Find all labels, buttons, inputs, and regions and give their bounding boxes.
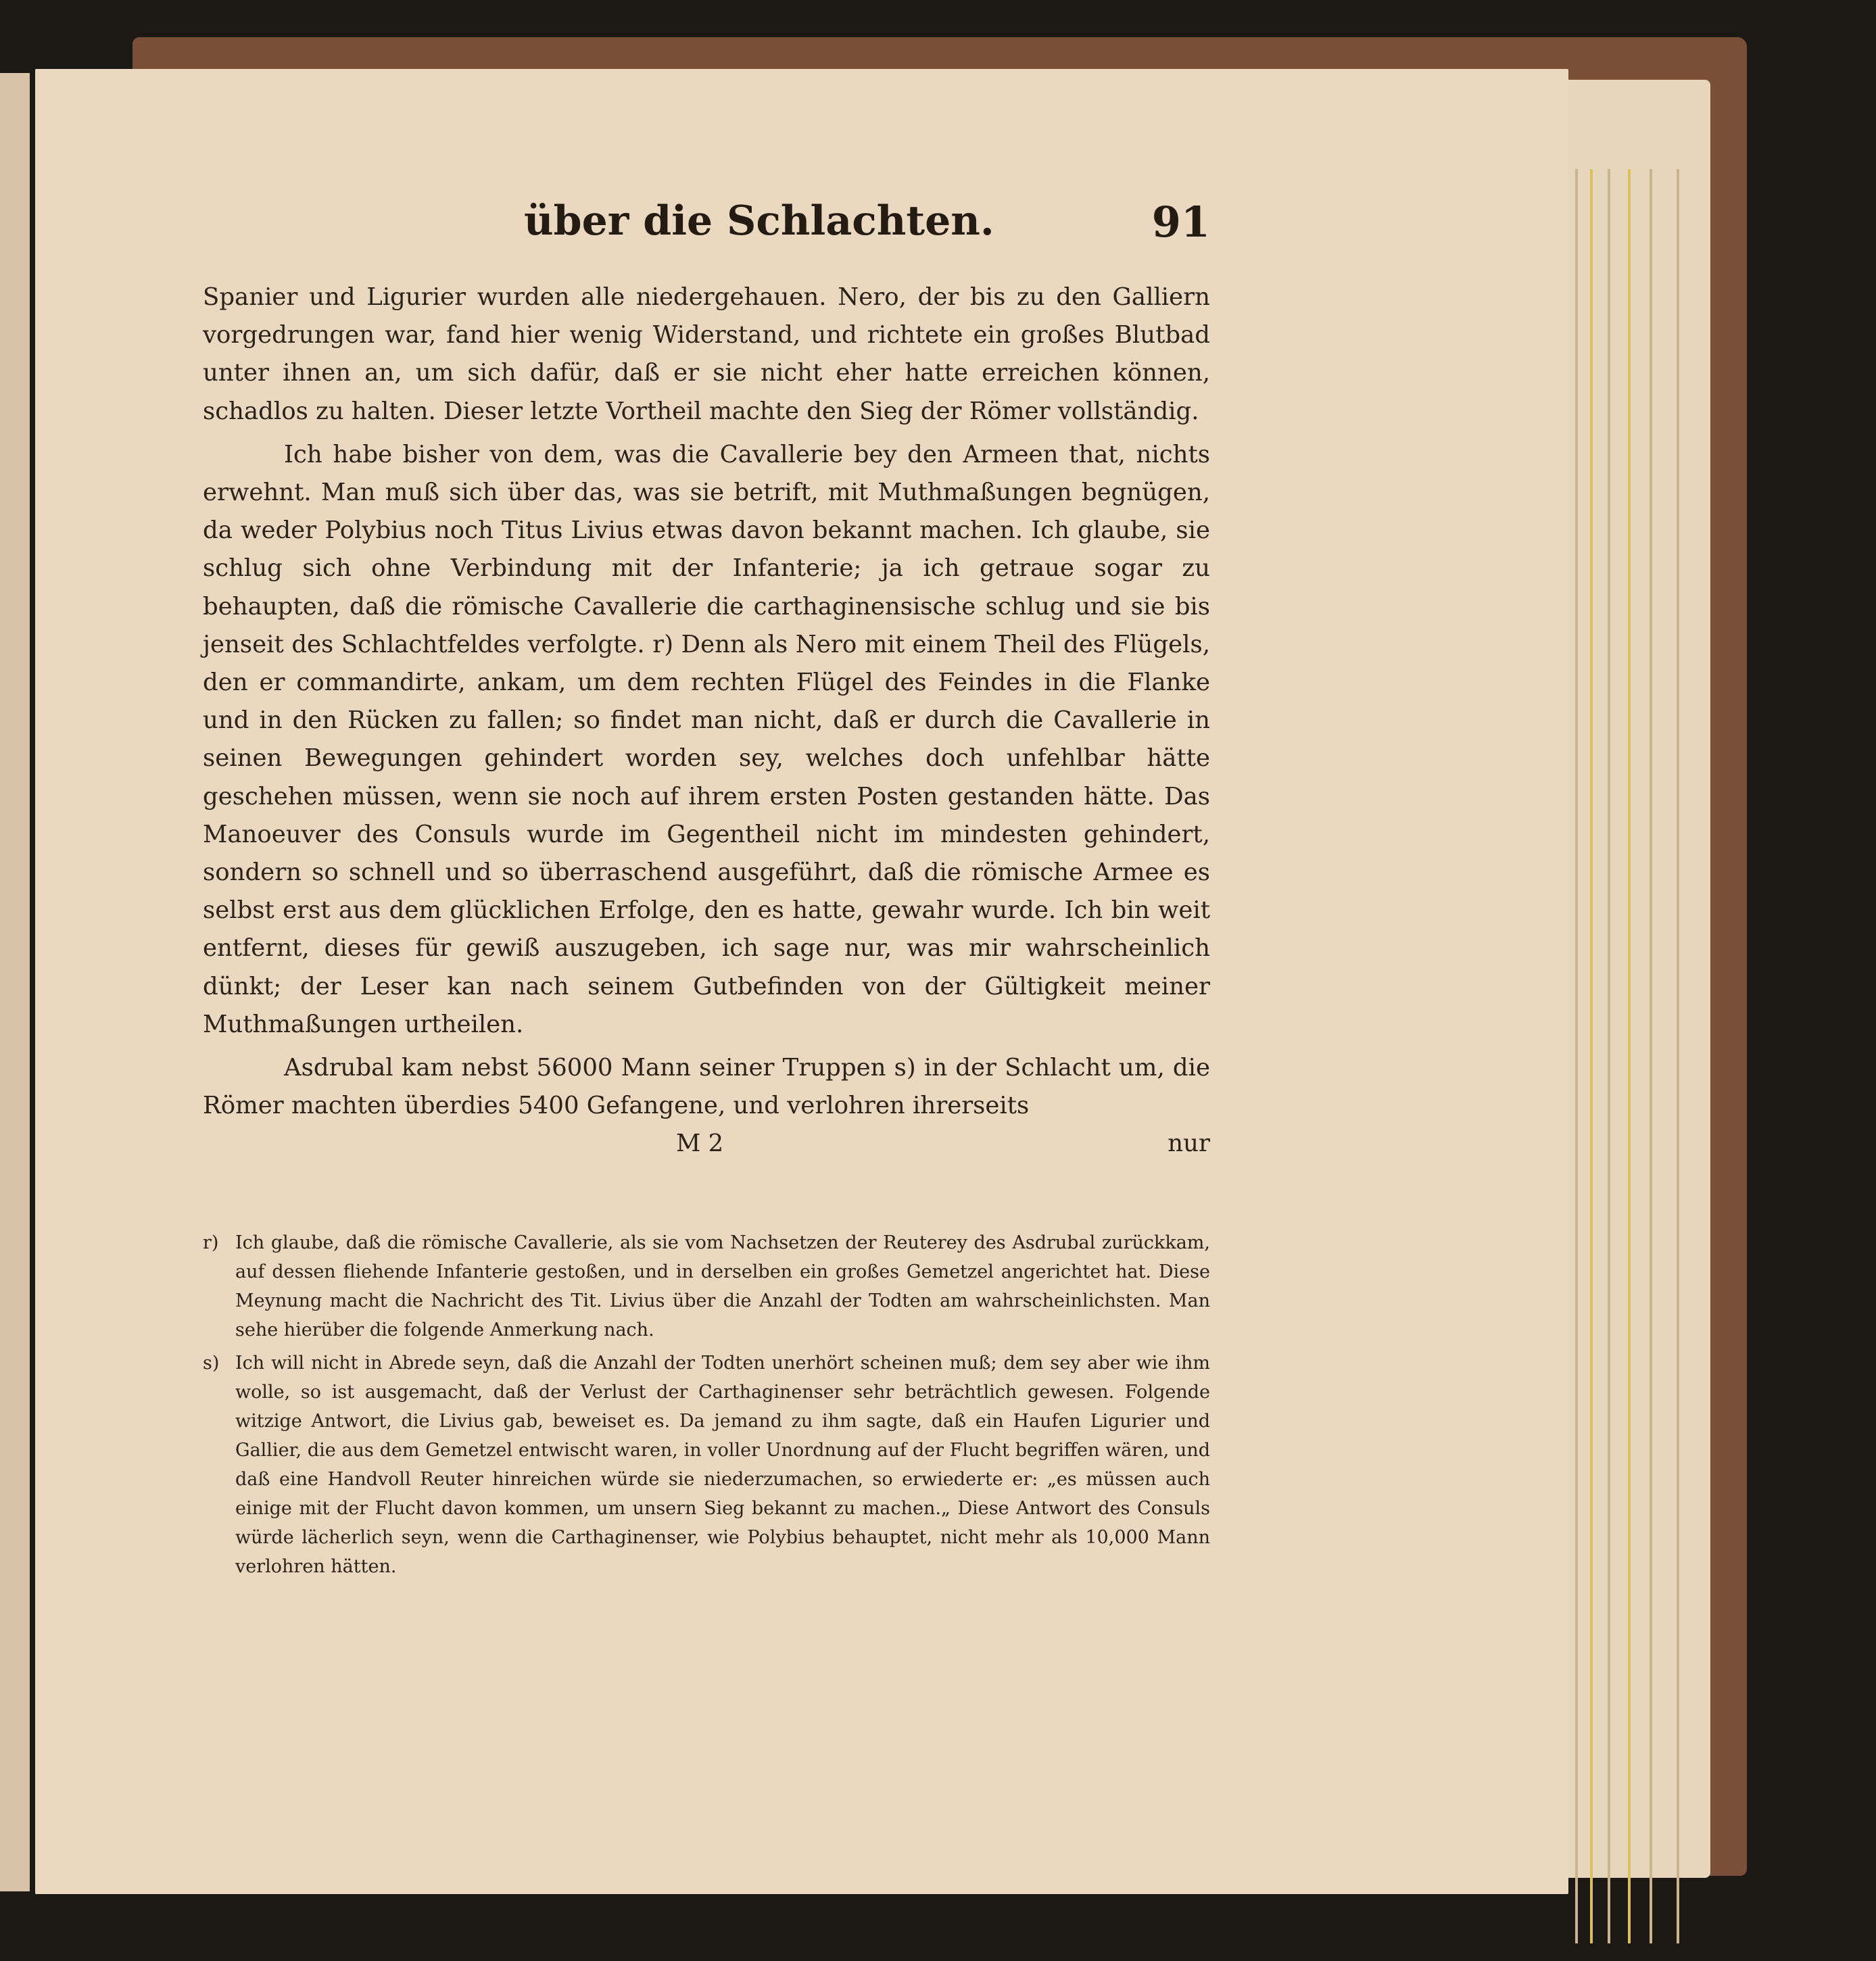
page-edge-line <box>1628 169 1631 1943</box>
footnote-text: Ich glaube, daß die römische Cavallerie, als sie vom Nachsetzen der Reuterey des Asdrubal zurückkam, auf dessen fliehende Infanterie gestoßen, und in derselben ein großes Gemetzel angerichtet hat. Diese Meynung macht die Nachricht des Tit. Livius über die Anzahl der Todten am wahrscheinlichsten. Man sehe hierüber die folgende Anmerkung nach. <box>235 1232 1210 1340</box>
running-head <box>203 197 1210 258</box>
paragraph: Ich habe bisher von dem, was die Cavallerie bey den Armeen that, nichts erwehnt. Man muß sich über das, was sie betrift, mit Muthmaßungen begnügen, da weder Polybius noch Titus Livius etwas davon bekannt machen. Ich glaube, sie schlug sich ohne Verbindung mit der Infanterie; ja ich getraue sogar zu behaupten, daß die römische Cavallerie die carthaginensische schlug und sie bis jenseit des Schlachtfeldes verfolgte. r) Denn als Nero mit einem Theil des Flügels, den er commandirte, ankam, um dem rechten Flügel des Feindes in die Flanke und in den Rücken zu fallen; so findet man nicht, daß er durch die Cavallerie in seinen Bewegungen gehindert worden sey, welches doch unfehlbar hätte geschehen müssen, wenn sie noch auf ihrem ersten Posten gestanden hätte. Das Manoeuver des Consuls wurde im Gegentheil nicht im mindesten gehindert, sondern so schnell und so überraschend ausgeführt, daß die römische Armee es selbst erst aus dem glücklichen Erfolge, den es hatte, gewahr wurde. Ich bin weit entfernt, dieses für gewiß auszugeben, ich sage nur, was mir wahrscheinlich dünkt; der Leser kan nach seinem Gutbefinden von der Gültigkeit meiner Muthmaßungen urtheilen. <box>203 440 1210 1038</box>
signature-mark: M 2 <box>676 1130 724 1158</box>
footnotes <box>203 1228 1210 1585</box>
footnote-text: Ich will nicht in Abrede seyn, daß die Anzahl der Todten unerhört scheinen muß; dem sey aber wie ihm wolle, so ist ausgemacht, daß der Verlust der Carthaginenser sehr beträchtlich gewesen. Folgende witzige Antwort, die Livius gab, beweiset es. Da jemand zu ihm sagte, daß ein Haufen Ligurier und Gallier, die aus dem Gemetzel entwischt waren, in voller Unordnung auf der Flucht begriffen wären, und daß eine Handvoll Reuter hinreichen würde sie niederzumachen, so erwiederte er: „es müssen auch einige mit der Flucht davon kommen, um unsern Sieg bekannt zu machen.„ Diese Antwort des Consuls würde lächerlich seyn, wenn die Carthaginenser, wie Polybius behauptet, nicht mehr als 10,000 Mann verlohren hätten. <box>235 1353 1210 1577</box>
footnote-mark: r) <box>203 1232 219 1253</box>
running-title: über die Schlachten. <box>524 197 994 245</box>
page-edge-line <box>1650 169 1652 1943</box>
page-edge-line <box>1575 169 1578 1943</box>
footnote <box>203 1228 1210 1345</box>
paragraph: Spanier und Ligurier wurden alle niedergehauen. Nero, der bis zu den Galliern vorgedrungen war, fand hier wenig Widerstand, und richtete ein großes Blutbad unter ihnen an, um sich dafür, daß er sie nicht eher hatte erreichen können, schadlos zu halten. Dieser letzte Vortheil machte den Sieg der Römer vollständig. <box>203 283 1210 425</box>
page-stack-edge <box>1548 80 1710 1878</box>
page-number: 91 <box>1151 197 1210 247</box>
book-page <box>35 69 1568 1894</box>
page-edge-line <box>1590 169 1593 1943</box>
footnote <box>203 1349 1210 1581</box>
page-edge-line <box>1677 169 1679 1943</box>
main-text <box>203 279 1210 1163</box>
footnote-mark: s) <box>203 1353 220 1374</box>
paragraph: Asdrubal kam nebst 56000 Mann seiner Truppen s) in der Schlacht um, die Römer machten überdies 5400 Gefangene, und verlohren ihrerseits <box>203 1054 1210 1120</box>
page-edge-line <box>1608 169 1610 1943</box>
catchword: nur <box>1168 1130 1210 1158</box>
catch-line <box>203 1125 1210 1163</box>
previous-page-edge <box>0 73 30 1891</box>
